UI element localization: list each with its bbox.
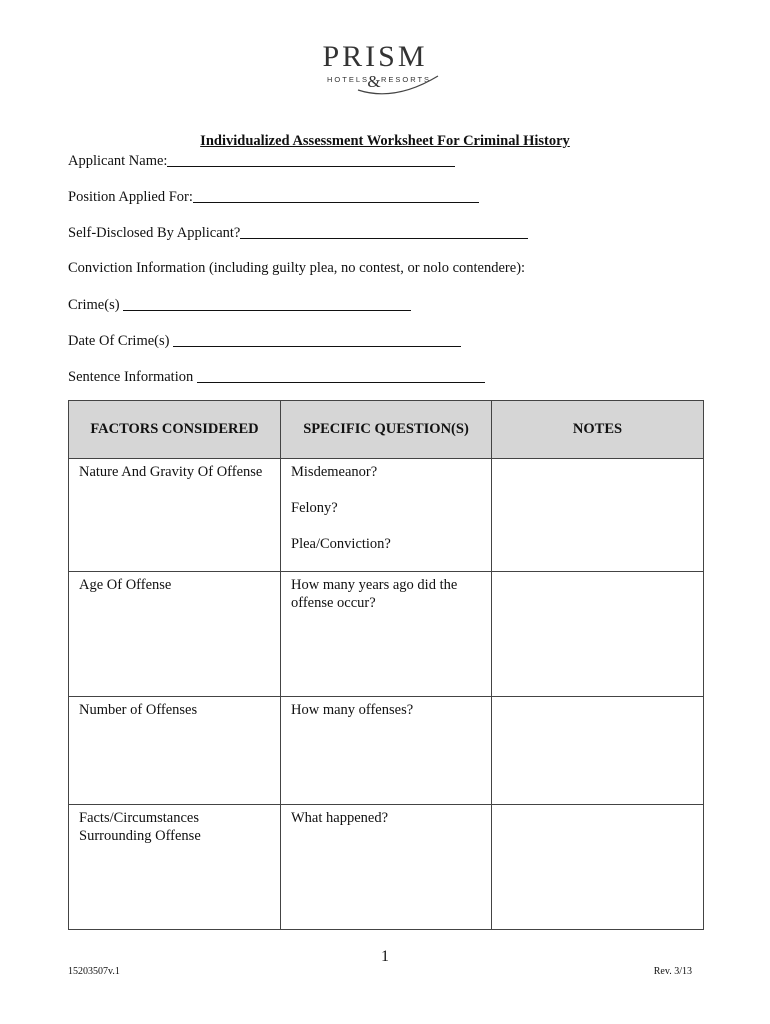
table-row: [69, 805, 704, 930]
date-of-crimes-row: [68, 332, 461, 350]
question-cell: What happened?: [281, 805, 492, 930]
header-notes: NOTES: [492, 401, 704, 459]
date-of-crimes-input[interactable]: [173, 334, 461, 347]
document-id: 15203507v.1: [68, 966, 120, 977]
header-factors: FACTORS CONSIDERED: [69, 401, 281, 459]
table-row: [69, 572, 704, 697]
self-disclosed-input[interactable]: [240, 226, 528, 239]
page-number: 1: [381, 948, 389, 965]
logo-tagline-left: HOTELS: [326, 75, 370, 84]
conviction-info-label: Conviction Information (including guilty plea, no contest, or nolo contendere):: [68, 260, 526, 276]
crimes-row: [68, 296, 411, 314]
logo-brand: PRISM: [322, 40, 428, 73]
revision-label: Rev. 3/13: [653, 966, 692, 977]
table-header-row: [69, 401, 704, 459]
sentence-info-row: [68, 368, 485, 386]
factor-cell: Nature And Gravity Of Offense: [69, 459, 281, 572]
sentence-info-input[interactable]: [197, 370, 485, 383]
table-row: [69, 697, 704, 805]
conviction-info-row: [68, 260, 525, 277]
notes-cell[interactable]: [492, 805, 704, 930]
factor-cell: Number of Offenses: [69, 697, 281, 805]
question-cell: How many offenses?: [281, 697, 492, 805]
position-applied-input[interactable]: [193, 190, 479, 203]
position-applied-row: [68, 188, 479, 206]
page-title: Individualized Assessment Worksheet For Criminal History: [200, 133, 570, 149]
factor-cell: Age Of Offense: [69, 572, 281, 697]
self-disclosed-row: [68, 224, 528, 242]
applicant-name-input[interactable]: [167, 154, 455, 167]
crimes-input[interactable]: [123, 298, 411, 311]
notes-cell[interactable]: [492, 459, 704, 572]
notes-cell[interactable]: [492, 697, 704, 805]
sentence-info-label: Sentence Information: [68, 369, 194, 385]
applicant-name-label: Applicant Name:: [68, 153, 168, 169]
position-applied-label: Position Applied For:: [68, 189, 193, 205]
question-text: Misdemeanor?: [291, 464, 378, 480]
logo-tagline-right: RESORTS: [380, 75, 432, 84]
question-text: Felony?: [291, 500, 338, 516]
prism-logo: [300, 40, 450, 100]
question-text: Plea/Conviction?: [291, 536, 391, 552]
question-cell: [281, 459, 492, 572]
date-of-crimes-label: Date Of Crime(s): [68, 333, 170, 349]
crimes-label: Crime(s): [68, 297, 120, 313]
table-row: [69, 459, 704, 572]
applicant-name-row: [68, 152, 455, 170]
factors-table: [68, 400, 704, 930]
header-questions: SPECIFIC QUESTION(S): [281, 401, 492, 459]
notes-cell[interactable]: [492, 572, 704, 697]
question-cell: How many years ago did the offense occur?: [281, 572, 492, 697]
factor-cell: Facts/Circumstances Surrounding Offense: [69, 805, 281, 930]
logo-tagline-amp: &: [367, 72, 381, 91]
self-disclosed-label: Self-Disclosed By Applicant?: [68, 225, 241, 241]
